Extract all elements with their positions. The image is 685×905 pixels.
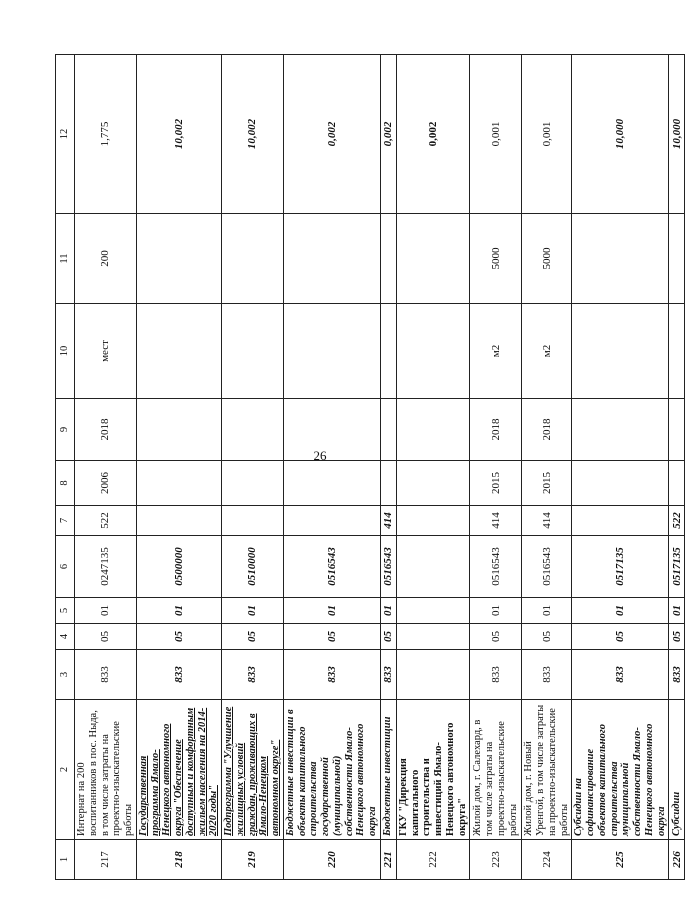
cell-year-start: 2015 xyxy=(522,461,572,506)
cell-code-admin: 833 xyxy=(283,650,380,700)
cell-amount: 0,001 xyxy=(470,55,522,214)
column-number-row xyxy=(56,55,75,880)
cell-code-admin: 833 xyxy=(75,650,137,700)
cell-description: Подпрограмма "Улучшение жилищных условий граждан, проживающих в Ямало-Ненецком автономном округе" xyxy=(222,700,284,840)
cell-description: Субсидии xyxy=(669,700,685,840)
table-row xyxy=(75,55,137,880)
cell-unit: м2 xyxy=(470,304,522,399)
table-row xyxy=(136,55,221,880)
col-header: 10 xyxy=(56,304,75,399)
cell-year-end: 2018 xyxy=(522,399,572,461)
cell-capacity xyxy=(222,214,284,304)
page-number: 26 xyxy=(313,448,327,463)
col-header: 4 xyxy=(56,624,75,650)
table-row xyxy=(380,55,396,880)
cell-capacity: 5000 xyxy=(522,214,572,304)
cell-code-target: 0516543 xyxy=(380,536,396,598)
cell-amount: 1,775 xyxy=(75,55,137,214)
rotated-page xyxy=(55,55,683,880)
cell-code-subsection: 01 xyxy=(572,598,669,624)
col-header: 8 xyxy=(56,461,75,506)
cell-code-expense xyxy=(136,506,221,536)
cell-code-admin: 833 xyxy=(136,650,221,700)
cell-code-section: 05 xyxy=(572,624,669,650)
cell-code-admin: 833 xyxy=(669,650,685,700)
cell-capacity: 5000 xyxy=(470,214,522,304)
cell-capacity xyxy=(283,214,380,304)
cell-row-number: 223 xyxy=(470,840,522,880)
cell-code-target xyxy=(396,536,470,598)
table-row xyxy=(396,55,470,880)
cell-code-section: 05 xyxy=(380,624,396,650)
cell-code-section: 05 xyxy=(222,624,284,650)
cell-code-expense xyxy=(222,506,284,536)
cell-code-target: 0516543 xyxy=(283,536,380,598)
cell-capacity xyxy=(669,214,685,304)
cell-code-admin: 833 xyxy=(522,650,572,700)
cell-code-section: 05 xyxy=(75,624,137,650)
cell-capacity xyxy=(136,214,221,304)
cell-code-target: 0516543 xyxy=(522,536,572,598)
cell-code-subsection: 01 xyxy=(669,598,685,624)
cell-code-expense: 522 xyxy=(669,506,685,536)
table-row xyxy=(283,55,380,880)
cell-row-number: 225 xyxy=(572,840,669,880)
cell-amount: 0,002 xyxy=(396,55,470,214)
cell-code-section: 05 xyxy=(470,624,522,650)
cell-year-start xyxy=(572,461,669,506)
col-header: 6 xyxy=(56,536,75,598)
cell-unit xyxy=(380,304,396,399)
cell-amount: 10,000 xyxy=(572,55,669,214)
cell-amount: 10,002 xyxy=(222,55,284,214)
col-header: 7 xyxy=(56,506,75,536)
cell-code-target: 0516543 xyxy=(470,536,522,598)
cell-code-subsection: 01 xyxy=(222,598,284,624)
col-header: 9 xyxy=(56,399,75,461)
cell-year-start xyxy=(136,461,221,506)
cell-capacity: 200 xyxy=(75,214,137,304)
cell-row-number: 218 xyxy=(136,840,221,880)
cell-code-subsection: 01 xyxy=(380,598,396,624)
cell-year-start xyxy=(380,461,396,506)
cell-row-number: 224 xyxy=(522,840,572,880)
cell-year-end xyxy=(669,399,685,461)
cell-code-subsection xyxy=(396,598,470,624)
cell-unit xyxy=(669,304,685,399)
cell-code-expense: 522 xyxy=(75,506,137,536)
table-row xyxy=(669,55,685,880)
cell-description: Жилой дом, г. Салехард, в том числе затраты на проектно-изыскательские работы xyxy=(470,700,522,840)
cell-amount: 0,002 xyxy=(283,55,380,214)
cell-row-number: 222 xyxy=(396,840,470,880)
cell-code-section: 05 xyxy=(136,624,221,650)
cell-description: Субсидии на софинансирование объектов капитального строительства муниципальной собственности Ямало-Ненецкого автономного округа xyxy=(572,700,669,840)
col-header: 12 xyxy=(56,55,75,214)
cell-code-target: 0500000 xyxy=(136,536,221,598)
cell-code-admin: 833 xyxy=(470,650,522,700)
table-row xyxy=(470,55,522,880)
cell-year-start xyxy=(396,461,470,506)
table-row xyxy=(222,55,284,880)
cell-row-number: 217 xyxy=(75,840,137,880)
cell-description: Бюджетные инвестиции в объекты капитального строительства государственной (муниципальной) собственности Ямало-Ненецкого автономного округа xyxy=(283,700,380,840)
cell-unit xyxy=(396,304,470,399)
cell-code-target: 0510000 xyxy=(222,536,284,598)
cell-description: Государственная программа Ямало-Ненецкого автономного округа "Обеспечение доступным и комфортным жильем населения на 2014-2020 годы" xyxy=(136,700,221,840)
cell-code-section: 05 xyxy=(522,624,572,650)
cell-description: Интернат на 200 воспитанников в пос. Ныда, в том числе затраты на проектно-изыскательские работы xyxy=(75,700,137,840)
cell-code-expense: 414 xyxy=(470,506,522,536)
cell-row-number: 221 xyxy=(380,840,396,880)
cell-code-target: 0517135 xyxy=(669,536,685,598)
cell-row-number: 219 xyxy=(222,840,284,880)
cell-unit: м2 xyxy=(522,304,572,399)
cell-row-number: 226 xyxy=(669,840,685,880)
cell-year-start xyxy=(222,461,284,506)
cell-code-section: 05 xyxy=(669,624,685,650)
cell-code-subsection: 01 xyxy=(136,598,221,624)
cell-code-expense xyxy=(283,506,380,536)
table-row xyxy=(522,55,572,880)
col-header: 5 xyxy=(56,598,75,624)
cell-amount: 10,002 xyxy=(136,55,221,214)
cell-unit xyxy=(283,304,380,399)
cell-code-target: 0247135 xyxy=(75,536,137,598)
cell-unit: мест xyxy=(75,304,137,399)
col-header: 1 xyxy=(56,840,75,880)
cell-code-subsection: 01 xyxy=(470,598,522,624)
cell-year-end: 2018 xyxy=(75,399,137,461)
cell-code-section: 05 xyxy=(283,624,380,650)
col-header: 11 xyxy=(56,214,75,304)
cell-code-expense xyxy=(396,506,470,536)
cell-year-start xyxy=(283,461,380,506)
cell-year-start xyxy=(669,461,685,506)
cell-capacity xyxy=(572,214,669,304)
cell-description: Бюджетные инвестиции xyxy=(380,700,396,840)
cell-year-end xyxy=(136,399,221,461)
cell-capacity xyxy=(380,214,396,304)
cell-year-start: 2015 xyxy=(470,461,522,506)
cell-code-admin: 833 xyxy=(380,650,396,700)
cell-code-admin: 833 xyxy=(572,650,669,700)
cell-year-end: 2018 xyxy=(470,399,522,461)
cell-year-end xyxy=(380,399,396,461)
cell-year-start: 2006 xyxy=(75,461,137,506)
table-body xyxy=(56,55,685,880)
cell-description: Жилой дом, г. Новый Уренгой, в том числе затраты на проектно-изыскательские работы xyxy=(522,700,572,840)
cell-unit xyxy=(572,304,669,399)
cell-code-expense: 414 xyxy=(522,506,572,536)
cell-code-expense: 414 xyxy=(380,506,396,536)
cell-unit xyxy=(136,304,221,399)
cell-code-subsection: 01 xyxy=(75,598,137,624)
cell-row-number: 220 xyxy=(283,840,380,880)
cell-year-end xyxy=(222,399,284,461)
cell-code-section xyxy=(396,624,470,650)
cell-code-subsection: 01 xyxy=(283,598,380,624)
col-header: 2 xyxy=(56,700,75,840)
cell-code-expense xyxy=(572,506,669,536)
table-row xyxy=(572,55,669,880)
cell-code-admin xyxy=(396,650,470,700)
cell-unit xyxy=(222,304,284,399)
cell-year-end xyxy=(396,399,470,461)
cell-code-admin: 833 xyxy=(222,650,284,700)
cell-year-end xyxy=(572,399,669,461)
cell-code-subsection: 01 xyxy=(522,598,572,624)
cell-year-end xyxy=(283,399,380,461)
cell-description: ГКУ "Дирекция капитального строительства и инвестиций Ямало-Ненецкого автономного округа" xyxy=(396,700,470,840)
cell-amount: 10,000 xyxy=(669,55,685,214)
cell-code-target: 0517135 xyxy=(572,536,669,598)
budget-table xyxy=(55,54,685,880)
cell-amount: 0,002 xyxy=(380,55,396,214)
col-header: 3 xyxy=(56,650,75,700)
cell-amount: 0,001 xyxy=(522,55,572,214)
cell-capacity xyxy=(396,214,470,304)
